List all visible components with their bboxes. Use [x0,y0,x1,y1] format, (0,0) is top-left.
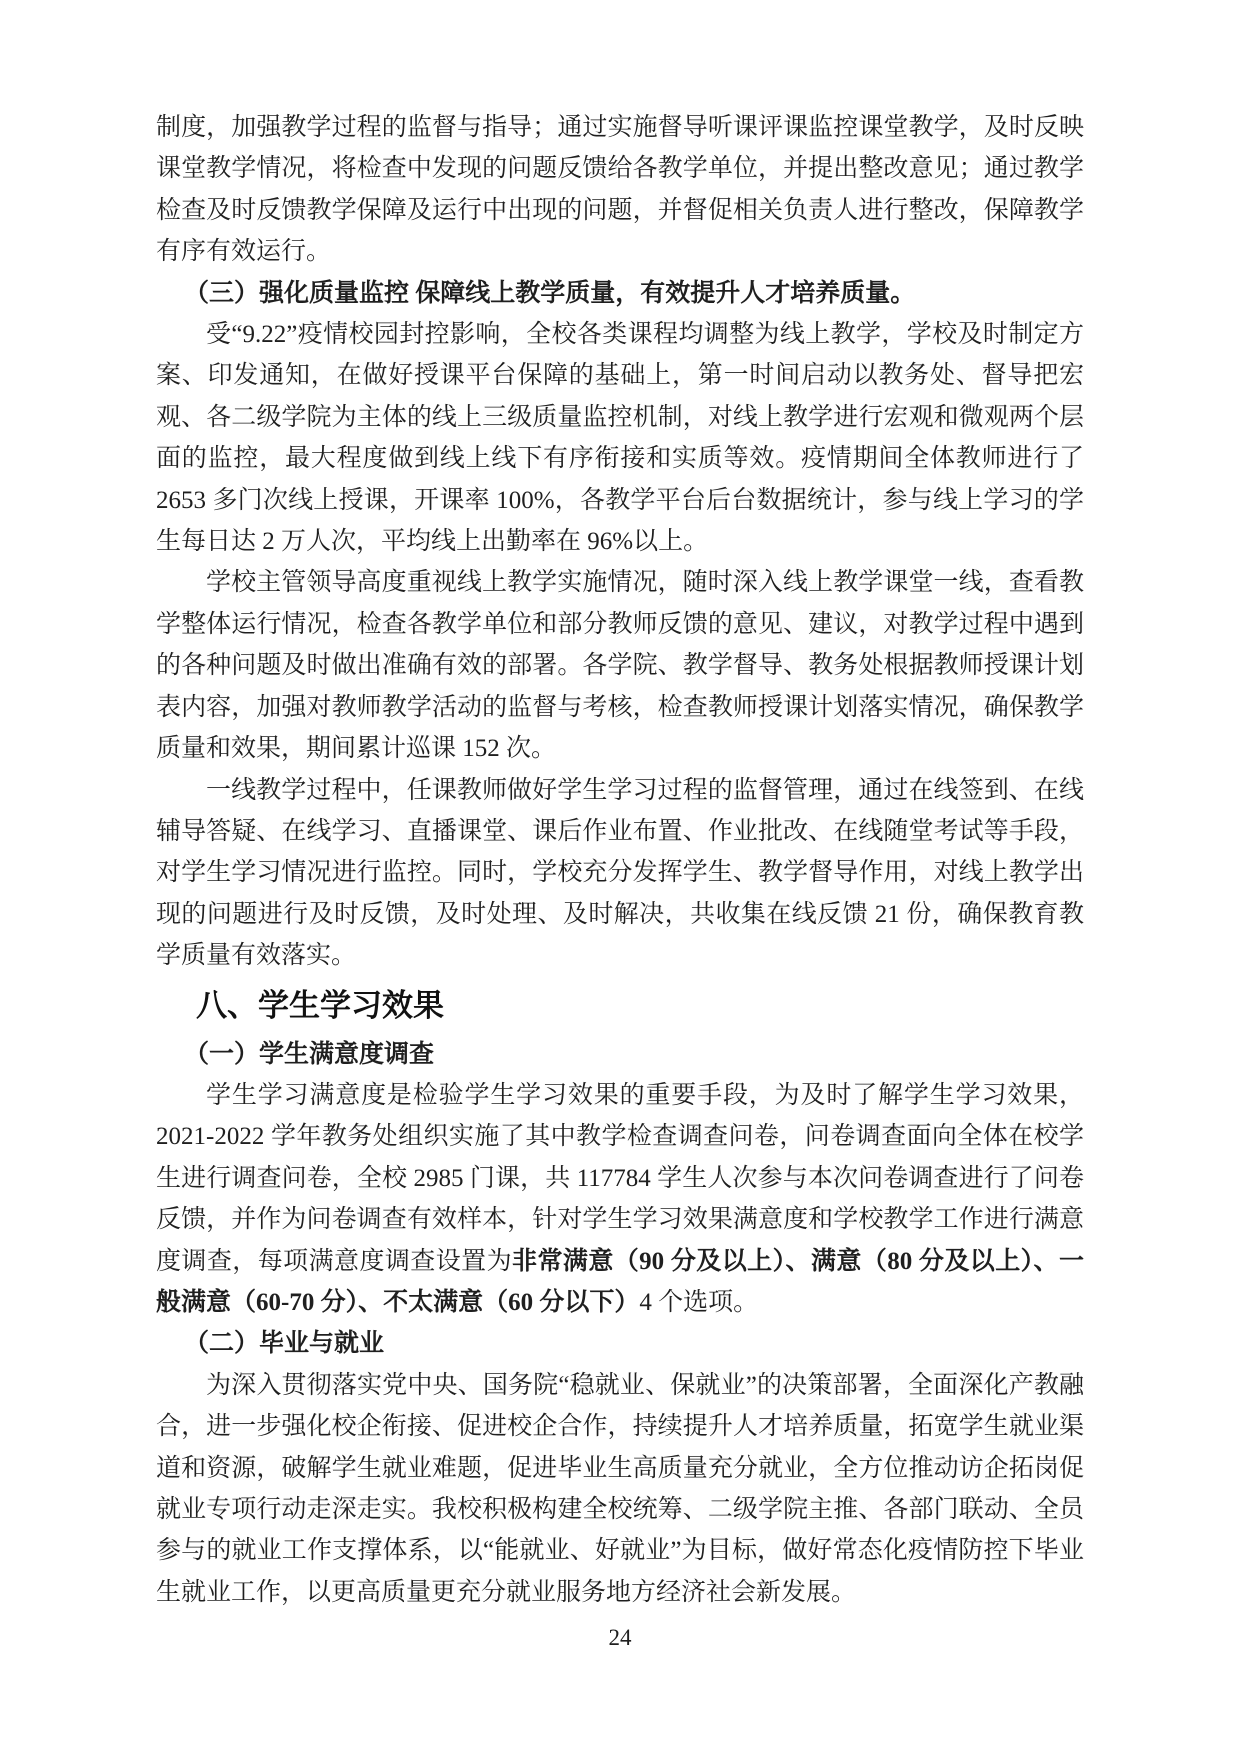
heading-chapter-eight [156,977,1084,1034]
text-run-bold: （三）强化质量监控 保障线上教学质量，有效提升人才培养质量。 [184,279,916,307]
heading-section-two [156,1323,1084,1364]
text-run-bold: （二）毕业与就业 [184,1330,385,1358]
text-run: 4 个选项。 [639,1288,759,1316]
heading-section-one [156,1034,1084,1075]
paragraph-online-teaching-adjustment [156,314,1084,562]
heading-section-three [156,273,1084,314]
text-run: 学校主管领导高度重视线上教学实施情况，随时深入线上教学课堂一线，查看教学整体运行情况，检查各教学单位和部分教师反馈的意见、建议，对教学过程中遇到的各种问题及时做出准确有效的部署。各学院、教学督导、教务处根据教师授课计划表内容，加强对教师教学活动的监督与考核，检查教师授课计划落实情况，确保教学质量和效果，期间累计巡课 152 次。 [156,569,1084,763]
paragraph-teaching-supervision [156,107,1084,273]
text-run: 一线教学过程中，任课教师做好学生学习过程的监督管理，通过在线签到、在线辅导答疑、在线学习、直播课堂、课后作业布置、作业批改、在线随堂考试等手段，对学生学习情况进行监控。同时，学校充分发挥学生、教学督导作用，对线上教学出现的问题进行及时反馈，及时处理、及时解决，共收集在线反馈 21 份，确保教育教学质量有效落实。 [156,776,1084,970]
paragraph-satisfaction-survey [156,1075,1084,1323]
text-run-bold: 非常满意（90 分及以上）、满意（80 分及以上）、一般满意（60-70 分）、不太满意（60 分以下） [156,1247,1084,1316]
text-run-bold: （一）学生满意度调查 [184,1040,435,1068]
page-number: 24 [608,1625,632,1650]
text-run: 受“9.22”疫情校园封控影响，全校各类课程均调整为线上教学，学校及时制定方案、印发通知，在做好授课平台保障的基础上，第一时间启动以教务处、督导把宏观、各二级学院为主体的线上三级质量监控机制，对线上教学进行宏观和微观两个层面的监控，最大程度做到线上线下有序衔接和实质等效。疫情期间全体教师进行了 2653 多门次线上授课，开课率 100%，各教学平台后台数据统计，参与线上学习的学生每日达 2 万人次，平均线上出勤率在 96%以上。 [156,321,1084,556]
page-footer [0,1623,1240,1653]
text-run: 为深入贯彻落实党中央、国务院“稳就业、保就业”的决策部署，全面深化产教融合，进一步强化校企衔接、促进校企合作，持续提升人才培养质量，拓宽学生就业渠道和资源，破解学生就业难题，促进毕业生高质量充分就业，全方位推动访企拓岗促就业专项行动走深走实。我校积极构建全校统筹、二级学院主推、各部门联动、全员参与的就业工作支撑体系，以“能就业、好就业”为目标，做好常态化疫情防控下毕业生就业工作，以更高质量更充分就业服务地方经济社会新发展。 [156,1371,1084,1606]
paragraph-frontline-teaching [156,770,1084,977]
document-content [156,107,1084,1613]
text-run: 学生学习满意度是检验学生学习效果的重要手段，为及时了解学生学习效果，2021-2022 学年教务处组织实施了其中教学检查调查问卷，问卷调查面向全体在校学生进行调查问卷，全校 2985 门课，共 117784 学生人次参与本次问卷调查进行了问卷反馈，并作为问卷调查有效样本，针对学生学习效果满意度和学校教学工作进行满意度调查，每项满意度调查设置为 [156,1081,1084,1275]
text-run-bold: 八、学生学习效果 [196,987,444,1023]
paragraph-leadership-inspection [156,562,1084,769]
paragraph-employment [156,1365,1084,1613]
text-run: 制度，加强教学过程的监督与指导；通过实施督导听课评课监控课堂教学，及时反映课堂教学情况，将检查中发现的问题反馈给各教学单位，并提出整改意见；通过教学检查及时反馈教学保障及运行中出现的问题，并督促相关负责人进行整改，保障教学有序有效运行。 [156,114,1084,266]
